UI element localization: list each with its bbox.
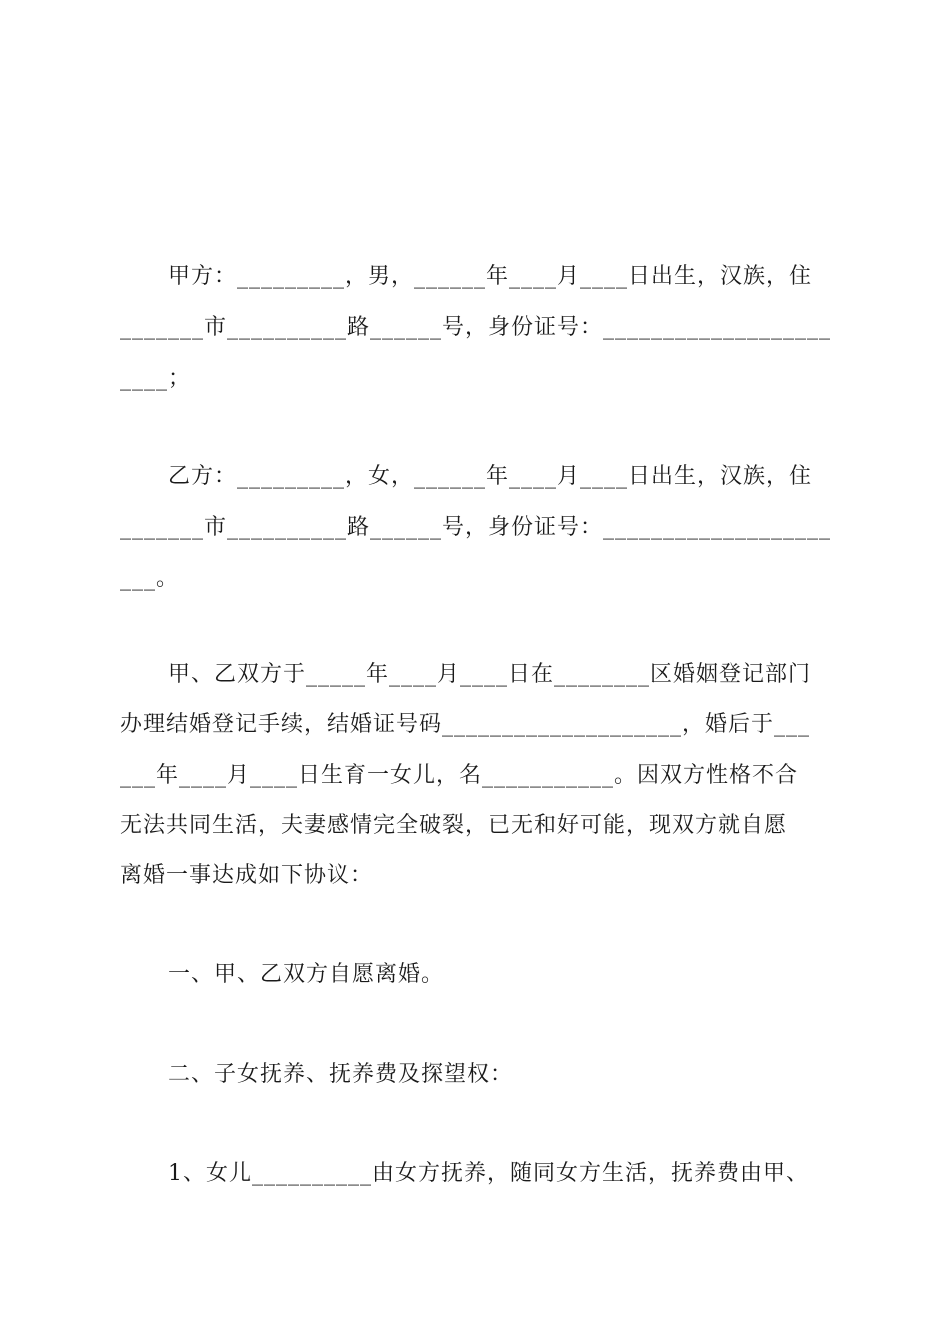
party-a-line-2: _______市__________路______号，身份证号：___________________ bbox=[120, 315, 832, 340]
marriage-para-line-5: 离婚一事达成如下协议： bbox=[120, 863, 374, 888]
marriage-para-line-2: 办理结婚登记手续，结婚证号码____________________，婚后于___ bbox=[120, 712, 811, 737]
party-b-line-1: 乙方：_________，女，______年____月____日出生，汉族，住 bbox=[168, 464, 813, 489]
marriage-para-line-1: 甲、乙双方于_____年____月____日在________区婚姻登记部门 bbox=[168, 662, 812, 687]
marriage-para-line-4: 无法共同生活，夫妻感情完全破裂，已无和好可能，现双方就自愿 bbox=[120, 813, 788, 838]
party-b-line-2: _______市__________路______号，身份证号：___________________ bbox=[120, 515, 832, 540]
party-a-line-1: 甲方：_________，男，______年____月____日出生，汉族，住 bbox=[168, 264, 813, 289]
clause-one: 一、甲、乙双方自愿离婚。 bbox=[168, 962, 445, 987]
clause-two-heading: 二、子女抚养、抚养费及探望权： bbox=[168, 1062, 514, 1087]
party-a-line-3: ____； bbox=[120, 366, 192, 391]
marriage-para-line-3: ___年____月____日生育一女儿，名___________。因双方性格不合 bbox=[120, 763, 799, 788]
party-b-line-3: ___。 bbox=[120, 566, 180, 591]
clause-two-item-one: 1、女儿__________由女方抚养，随同女方生活，抚养费由甲、 bbox=[168, 1161, 809, 1186]
